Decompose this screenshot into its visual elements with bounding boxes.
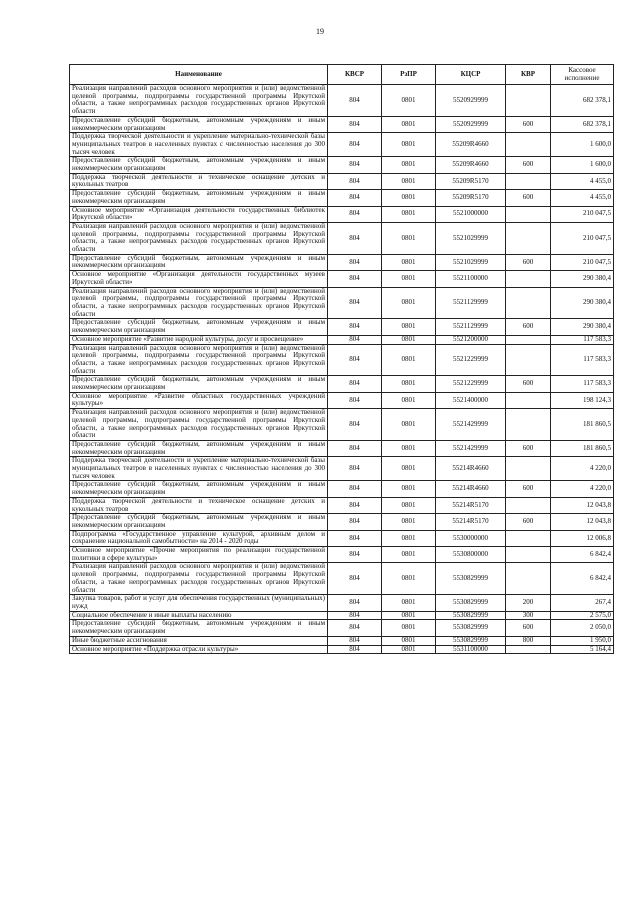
row-kcsr-cell: 55214R5170 [436, 497, 506, 513]
row-name-cell: Основное мероприятие «Развитие народной культуры, досуг и просвещение» [70, 335, 328, 344]
row-sum-cell: 5 164,4 [551, 645, 614, 654]
row-kvsr-cell: 804 [328, 611, 382, 620]
row-name-cell: Закупка товаров, работ и услуг для обеспечения государственных (муниципальных) нужд [70, 595, 328, 611]
row-rzpr-cell: 0801 [382, 335, 436, 344]
table-row [70, 645, 614, 654]
row-kcsr-cell: 5530829999 [436, 636, 506, 645]
row-sum-cell: 290 380,4 [551, 271, 614, 287]
row-name-cell: Реализация направлений расходов основного мероприятия и (или) ведомственной целевой программы, подпрограммы государственной программы Иркутской области, а также непрограммных расходов государственных органов Иркутской области [70, 409, 328, 441]
row-kcsr-cell: 55209R5170 [436, 190, 506, 206]
table-row [70, 344, 614, 376]
row-kvr-cell [506, 335, 551, 344]
row-kcsr-cell: 5530829999 [436, 563, 506, 595]
table-row [70, 190, 614, 206]
row-kcsr-cell: 5521029999 [436, 254, 506, 270]
row-kcsr-cell: 55209R4660 [436, 157, 506, 173]
row-sum-cell: 267,4 [551, 595, 614, 611]
row-kcsr-cell: 5530829999 [436, 611, 506, 620]
row-kvsr-cell: 804 [328, 645, 382, 654]
row-kcsr-cell: 5521129999 [436, 319, 506, 335]
row-name-cell: Иные бюджетные ассигнования [70, 636, 328, 645]
row-kvr-cell [506, 344, 551, 376]
row-rzpr-cell: 0801 [382, 440, 436, 456]
row-sum-cell: 12 043,8 [551, 514, 614, 530]
row-kcsr-cell: 5520929999 [436, 85, 506, 117]
row-sum-cell: 210 047,5 [551, 254, 614, 270]
row-rzpr-cell: 0801 [382, 157, 436, 173]
row-sum-cell: 4 220,0 [551, 481, 614, 497]
row-sum-cell: 6 842,4 [551, 547, 614, 563]
table-row [70, 620, 614, 636]
row-sum-cell: 4 220,0 [551, 457, 614, 481]
row-name-cell: Основное мероприятие «Прочие мероприятия по реализации государственной политики в сфере культуры» [70, 547, 328, 563]
row-kvr-cell [506, 392, 551, 408]
row-sum-cell: 682 378,1 [551, 85, 614, 117]
row-kvr-cell: 600 [506, 514, 551, 530]
row-sum-cell: 181 860,5 [551, 409, 614, 441]
row-name-cell: Поддержка творческой деятельности и техническое оснащение детских и кукольных театров [70, 173, 328, 189]
row-kvr-cell [506, 206, 551, 222]
row-kvr-cell: 600 [506, 254, 551, 270]
row-rzpr-cell: 0801 [382, 319, 436, 335]
row-rzpr-cell: 0801 [382, 190, 436, 206]
row-rzpr-cell: 0801 [382, 595, 436, 611]
page-number: 19 [316, 27, 324, 36]
table-row [70, 481, 614, 497]
row-kcsr-cell: 5520929999 [436, 116, 506, 132]
header-row [70, 65, 614, 85]
row-rzpr-cell: 0801 [382, 133, 436, 157]
row-kcsr-cell: 5521200000 [436, 335, 506, 344]
row-name-cell: Основное мероприятие «Организация деятельности государственных музеев Иркутской области» [70, 271, 328, 287]
row-kvr-cell [506, 497, 551, 513]
table-row [70, 440, 614, 456]
row-name-cell: Социальное обеспечение и иные выплаты населению [70, 611, 328, 620]
row-kcsr-cell: 5521429999 [436, 409, 506, 441]
row-name-cell: Реализация направлений расходов основного мероприятия и (или) ведомственной целевой программы, подпрограммы государственной программы Иркутской области, а также непрограммных расходов государственных органов Иркутской области [70, 287, 328, 319]
row-name-cell: Основное мероприятие «Поддержка отрасли культуры» [70, 645, 328, 654]
row-rzpr-cell: 0801 [382, 392, 436, 408]
row-name-cell: Поддержка творческой деятельности и техническое оснащение детских и кукольных театров [70, 497, 328, 513]
row-name-cell: Основное мероприятие «Организация деятельности государственных библиотек Иркутской области» [70, 206, 328, 222]
row-kvsr-cell: 804 [328, 409, 382, 441]
row-kvr-cell [506, 563, 551, 595]
row-kvr-cell [506, 457, 551, 481]
row-kvr-cell [506, 271, 551, 287]
row-name-cell: Предоставление субсидий бюджетным, автономным учреждениям и иным некоммерческим организациям [70, 514, 328, 530]
row-kvr-cell [506, 409, 551, 441]
row-kvr-cell [506, 173, 551, 189]
row-rzpr-cell: 0801 [382, 254, 436, 270]
row-kvr-cell: 300 [506, 611, 551, 620]
row-kvsr-cell: 804 [328, 287, 382, 319]
table-row [70, 563, 614, 595]
row-name-cell: Предоставление субсидий бюджетным, автономным учреждениям и иным некоммерческим организациям [70, 254, 328, 270]
row-kvsr-cell: 804 [328, 206, 382, 222]
row-kcsr-cell: 5530829999 [436, 595, 506, 611]
row-kvsr-cell: 804 [328, 157, 382, 173]
table-row [70, 287, 614, 319]
row-name-cell: Поддержка творческой деятельности и укрепление материально-технической базы муниципальных театров в населенных пунктах с численностью населения до 300 тысяч человек [70, 133, 328, 157]
row-sum-cell: 2 050,0 [551, 620, 614, 636]
row-rzpr-cell: 0801 [382, 563, 436, 595]
row-kvsr-cell: 804 [328, 319, 382, 335]
table-row [70, 530, 614, 546]
row-kvsr-cell: 804 [328, 133, 382, 157]
table-row [70, 254, 614, 270]
row-sum-cell: 1 600,0 [551, 157, 614, 173]
row-rzpr-cell: 0801 [382, 173, 436, 189]
row-kvsr-cell: 804 [328, 457, 382, 481]
row-rzpr-cell: 0801 [382, 645, 436, 654]
row-name-cell: Предоставление субсидий бюджетным, автономным учреждениям и иным некоммерческим организациям [70, 440, 328, 456]
header-kvr: КВР [506, 65, 551, 85]
row-rzpr-cell: 0801 [382, 547, 436, 563]
row-sum-cell: 6 842,4 [551, 563, 614, 595]
row-rzpr-cell: 0801 [382, 409, 436, 441]
row-kcsr-cell: 5521229999 [436, 344, 506, 376]
row-kvsr-cell: 804 [328, 620, 382, 636]
row-sum-cell: 198 124,3 [551, 392, 614, 408]
row-kcsr-cell: 5521429999 [436, 440, 506, 456]
row-sum-cell: 4 455,0 [551, 173, 614, 189]
row-sum-cell: 290 380,4 [551, 287, 614, 319]
table-row [70, 206, 614, 222]
row-sum-cell: 1 600,0 [551, 133, 614, 157]
row-kcsr-cell: 5521029999 [436, 222, 506, 254]
row-name-cell: Реализация направлений расходов основного мероприятия и (или) ведомственной целевой программы, подпрограммы государственной программы Иркутской области, а также непрограммных расходов государственных органов Иркутской области [70, 222, 328, 254]
row-kcsr-cell: 5521129999 [436, 287, 506, 319]
table-row [70, 335, 614, 344]
row-kvsr-cell: 804 [328, 85, 382, 117]
row-kvsr-cell: 804 [328, 173, 382, 189]
row-kvsr-cell: 804 [328, 271, 382, 287]
row-rzpr-cell: 0801 [382, 344, 436, 376]
row-kvr-cell [506, 85, 551, 117]
row-name-cell: Предоставление субсидий бюджетным, автономным учреждениям и иным некоммерческим организациям [70, 376, 328, 392]
table-row [70, 157, 614, 173]
row-kvr-cell [506, 222, 551, 254]
row-rzpr-cell: 0801 [382, 611, 436, 620]
row-sum-cell: 682 378,1 [551, 116, 614, 132]
row-name-cell: Предоставление субсидий бюджетным, автономным учреждениям и иным некоммерческим организациям [70, 157, 328, 173]
row-kcsr-cell: 55214R4660 [436, 457, 506, 481]
row-sum-cell: 12 006,8 [551, 530, 614, 546]
row-sum-cell: 210 047,5 [551, 222, 614, 254]
row-sum-cell: 1 950,0 [551, 636, 614, 645]
header-rzpr: РзПР [382, 65, 436, 85]
table-row [70, 319, 614, 335]
row-rzpr-cell: 0801 [382, 271, 436, 287]
row-kvr-cell [506, 645, 551, 654]
row-name-cell: Основное мероприятие «Развитие областных государственных учреждений культуры» [70, 392, 328, 408]
table-row [70, 222, 614, 254]
table-row [70, 392, 614, 408]
row-kvsr-cell: 804 [328, 563, 382, 595]
row-rzpr-cell: 0801 [382, 636, 436, 645]
row-kvsr-cell: 804 [328, 335, 382, 344]
table-row [70, 271, 614, 287]
row-kvsr-cell: 804 [328, 514, 382, 530]
row-kvr-cell: 600 [506, 481, 551, 497]
row-kvsr-cell: 804 [328, 222, 382, 254]
row-kvr-cell: 600 [506, 157, 551, 173]
row-rzpr-cell: 0801 [382, 206, 436, 222]
table-row [70, 116, 614, 132]
row-name-cell: Поддержка творческой деятельности и укрепление материально-технической базы муниципальных театров в населенных пунктах с численностью населения до 300 тысяч человек [70, 457, 328, 481]
row-kvr-cell: 800 [506, 636, 551, 645]
row-kvsr-cell: 804 [328, 636, 382, 645]
row-kvr-cell: 600 [506, 376, 551, 392]
row-kvsr-cell: 804 [328, 497, 382, 513]
header-name: Наименование [70, 65, 328, 85]
row-sum-cell: 181 860,5 [551, 440, 614, 456]
row-kvsr-cell: 804 [328, 190, 382, 206]
table-body [70, 85, 614, 654]
row-kvsr-cell: 804 [328, 392, 382, 408]
row-name-cell: Подпрограмма «Государственное управление культурой, архивным делом и сохранение национальной самобытности» на 2014 - 2020 годы [70, 530, 328, 546]
row-kcsr-cell: 5521000000 [436, 206, 506, 222]
row-kvr-cell: 600 [506, 190, 551, 206]
row-sum-cell: 2 575,0 [551, 611, 614, 620]
table-row [70, 457, 614, 481]
table-row [70, 497, 614, 513]
row-kcsr-cell: 5521100000 [436, 271, 506, 287]
table-row [70, 514, 614, 530]
header-cash: Кассовое исполнение [551, 65, 614, 85]
row-kvr-cell: 600 [506, 116, 551, 132]
row-rzpr-cell: 0801 [382, 497, 436, 513]
table-row [70, 85, 614, 117]
table-row [70, 409, 614, 441]
row-kcsr-cell: 55214R4660 [436, 481, 506, 497]
row-kcsr-cell: 55214R5170 [436, 514, 506, 530]
row-kvr-cell [506, 530, 551, 546]
row-kvsr-cell: 804 [328, 344, 382, 376]
row-name-cell: Реализация направлений расходов основного мероприятия и (или) ведомственной целевой программы, подпрограммы государственной программы Иркутской области, а также непрограммных расходов государственных органов Иркутской области [70, 563, 328, 595]
row-name-cell: Предоставление субсидий бюджетным, автономным учреждениям и иным некоммерческим организациям [70, 319, 328, 335]
row-kvsr-cell: 804 [328, 254, 382, 270]
row-name-cell: Предоставление субсидий бюджетным, автономным учреждениям и иным некоммерческим организациям [70, 116, 328, 132]
row-kcsr-cell: 5530000000 [436, 530, 506, 546]
row-name-cell: Реализация направлений расходов основного мероприятия и (или) ведомственной целевой программы, подпрограммы государственной программы Иркутской области, а также непрограммных расходов государственных органов Иркутской области [70, 344, 328, 376]
row-kcsr-cell: 55209R5170 [436, 173, 506, 189]
row-kcsr-cell: 5531100000 [436, 645, 506, 654]
row-kcsr-cell: 5530800000 [436, 547, 506, 563]
row-name-cell: Предоставление субсидий бюджетным, автономным учреждениям и иным некоммерческим организациям [70, 620, 328, 636]
row-rzpr-cell: 0801 [382, 620, 436, 636]
row-rzpr-cell: 0801 [382, 376, 436, 392]
table-row [70, 547, 614, 563]
row-sum-cell: 117 583,3 [551, 335, 614, 344]
row-sum-cell: 117 583,3 [551, 376, 614, 392]
row-rzpr-cell: 0801 [382, 85, 436, 117]
row-kvsr-cell: 804 [328, 595, 382, 611]
table-row [70, 376, 614, 392]
row-kvr-cell [506, 287, 551, 319]
row-kvr-cell [506, 547, 551, 563]
table-row [70, 636, 614, 645]
table-row [70, 133, 614, 157]
row-kvr-cell: 600 [506, 620, 551, 636]
row-rzpr-cell: 0801 [382, 222, 436, 254]
row-kvsr-cell: 804 [328, 547, 382, 563]
row-rzpr-cell: 0801 [382, 116, 436, 132]
row-kvr-cell: 200 [506, 595, 551, 611]
row-sum-cell: 290 380,4 [551, 319, 614, 335]
row-name-cell: Предоставление субсидий бюджетным, автономным учреждениям и иным некоммерческим организациям [70, 481, 328, 497]
row-kvsr-cell: 804 [328, 376, 382, 392]
row-name-cell: Реализация направлений расходов основного мероприятия и (или) ведомственной целевой программы, подпрограммы государственной программы Иркутской области, а также непрограммных расходов государственных органов Иркутской области [70, 85, 328, 117]
table-row [70, 611, 614, 620]
row-kvsr-cell: 804 [328, 481, 382, 497]
header-kcsr: КЦСР [436, 65, 506, 85]
row-kcsr-cell: 5530829999 [436, 620, 506, 636]
row-sum-cell: 12 043,8 [551, 497, 614, 513]
row-sum-cell: 117 583,3 [551, 344, 614, 376]
row-rzpr-cell: 0801 [382, 481, 436, 497]
row-kvr-cell: 600 [506, 319, 551, 335]
table-row [70, 595, 614, 611]
row-rzpr-cell: 0801 [382, 287, 436, 319]
row-sum-cell: 4 455,0 [551, 190, 614, 206]
row-kvsr-cell: 804 [328, 530, 382, 546]
budget-table [69, 64, 614, 654]
row-kvsr-cell: 804 [328, 440, 382, 456]
row-kcsr-cell: 5521400000 [436, 392, 506, 408]
row-kcsr-cell: 55209R4660 [436, 133, 506, 157]
row-rzpr-cell: 0801 [382, 514, 436, 530]
row-rzpr-cell: 0801 [382, 457, 436, 481]
row-rzpr-cell: 0801 [382, 530, 436, 546]
table-header [70, 65, 614, 85]
row-kvr-cell: 600 [506, 440, 551, 456]
header-kvsr: КВСР [328, 65, 382, 85]
row-kcsr-cell: 5521229999 [436, 376, 506, 392]
row-sum-cell: 210 047,5 [551, 206, 614, 222]
row-kvr-cell [506, 133, 551, 157]
table-row [70, 173, 614, 189]
row-name-cell: Предоставление субсидий бюджетным, автономным учреждениям и иным некоммерческим организациям [70, 190, 328, 206]
row-kvsr-cell: 804 [328, 116, 382, 132]
